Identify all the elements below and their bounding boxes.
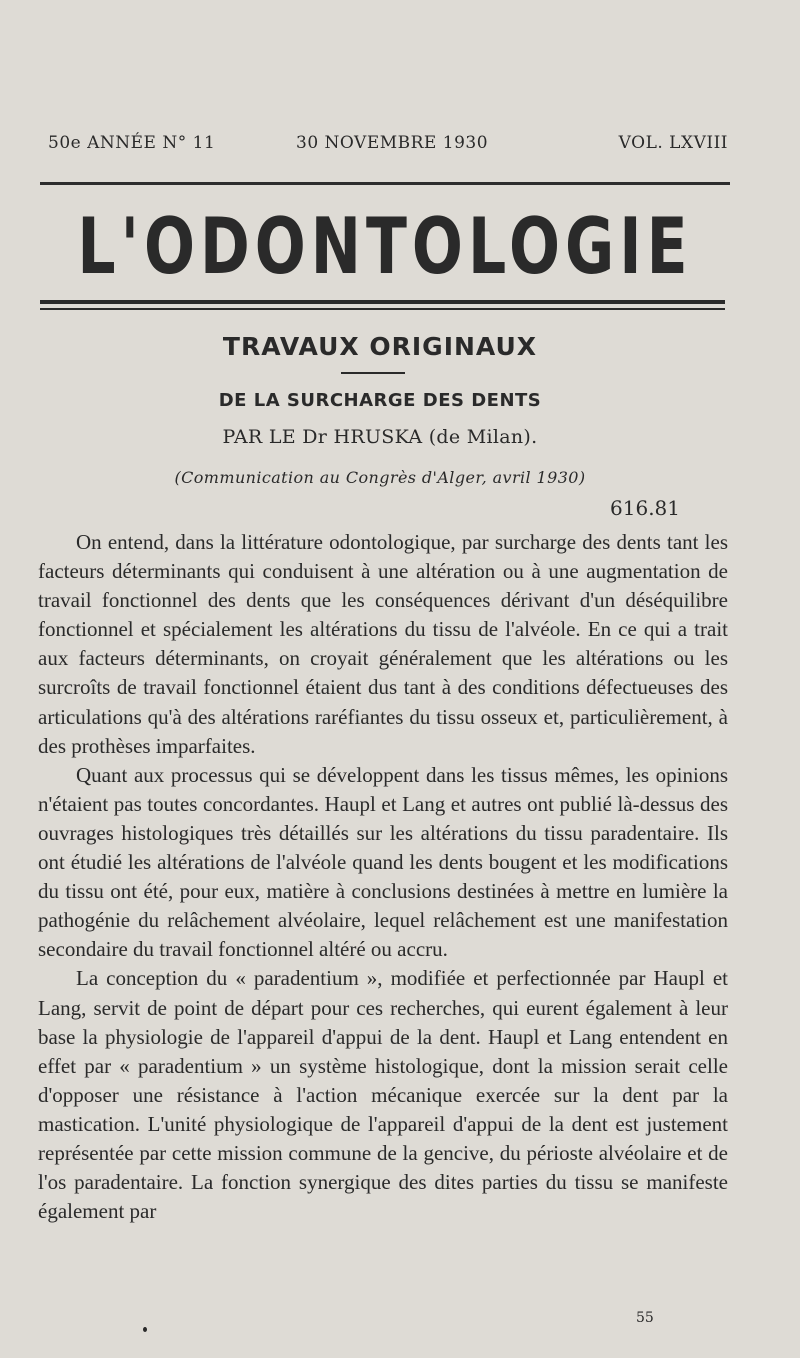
article-title: DE LA SURCHARGE DES DENTS (218, 390, 542, 411)
page-number: 55 (636, 1310, 654, 1326)
issue-date: 30 NOVEMBRE 1930 (296, 133, 489, 153)
article-communication-note: (Communication au Congrès d'Alger, avril 1930) (174, 468, 586, 487)
article-body (38, 528, 728, 1226)
article-byline: PAR LE Dr HRUSKA (de Milan). (222, 426, 538, 448)
masthead-rule-thin (40, 308, 725, 310)
masthead-rule-thick (40, 300, 725, 304)
running-header (48, 133, 728, 157)
volume-number: VOL. LXVIII (618, 133, 728, 153)
journal-title: L'ODONTOLOGIE (77, 201, 693, 293)
header-rule (40, 182, 730, 185)
section-title-underline (341, 372, 405, 374)
paragraph: Quant aux processus qui se développent dans les tissus mêmes, les opinions n'étaient pas toutes concordantes. Haupl et Lang et autres ont publié là-dessus des ouvrages histologiques très détaillés sur les altérations du tissu paradentaire. Ils ont étudié les altérations de l'alvéole quand les dents bougent et les modifications du tissu ont été, pour eux, matière à conclusions destinées à mettre en lumière la pathogénie du relâchement alvéolaire, lequel relâchement est une manifestation secondaire du travail fonctionnel altéré ou accru. (38, 762, 728, 962)
paragraph: On entend, dans la littérature odontologique, par surcharge des dents tant les facteurs déterminants qui conduisent à une altération ou à une augmentation de travail fonctionnel des dents que les conséquences dérivant d'un déséquilibre fonctionnel et spécialement les altérations du tissu de l'alvéole. En ce qui a trait aux facteurs déterminants, on croyait généralement que les altérations ou les surcroîts de travail fonctionnel étaient dus tant à des conditions défectueuses des articulations qu'à des altérations raréfiantes du tissu osseux et, particulièrement, à des prothèses imparfaites. (38, 530, 728, 758)
paragraph: La conception du « paradentium », modifiée et perfectionnée par Haupl et Lang, servit de point de départ pour ces recherches, qui eurent également à leur base la physiologie de l'appareil d'appui de la dent. Haupl et Lang entendent en effet par « paradentium » un système histologique, dont la mission serait celle d'opposer une résistance à l'action mécanique exercée sur la dent par la mastication. L'unité physiologique de l'appareil d'appui de la dent est justement représentée par cette mission commune de la gencive, du périoste alvéolaire et de l'os paradentaire. La fonction synergique des dites parties du tissu se manifeste également par (38, 966, 728, 1224)
section-title: TRAVAUX ORIGINAUX (222, 332, 538, 361)
classification-number: 616.81 (610, 496, 680, 520)
ink-dot (143, 1327, 147, 1332)
issue-number: 50e ANNÉE N° 11 (48, 133, 216, 153)
